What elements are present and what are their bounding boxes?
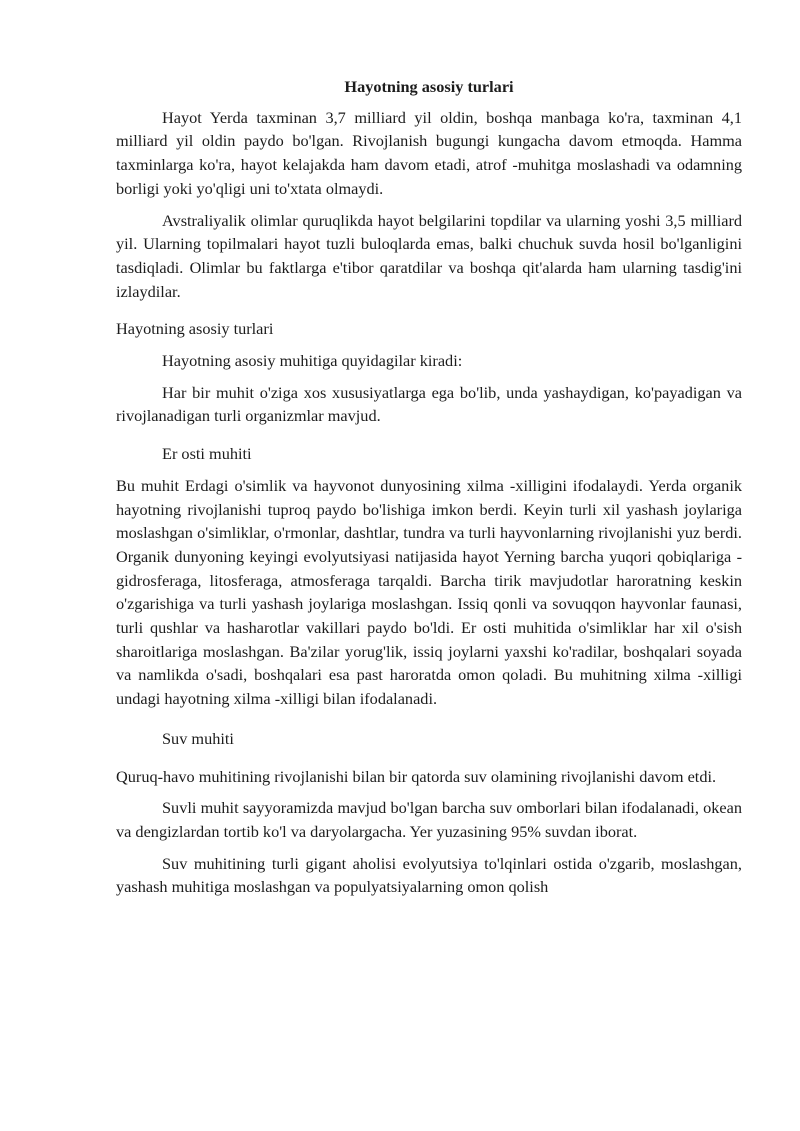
paragraph-water-reservoirs: Suvli muhit sayyoramizda mavjud bo'lgan barcha suv omborlari bilan ifodalanadi, okean va dengizlardan tortib ko'l va daryolargacha. Yer yuzasining 95% suvdan iborat. [116,798,742,841]
section-heading-water: Suv muhiti [162,728,234,748]
page-title: Hayotning asosiy turlari [344,77,514,96]
paragraph-life-origin: Hayot Yerda taxminan 3,7 milliard yil oldin, boshqa manbaga ko'ra, taxminan 4,1 milliard yil oldin paydo bo'lgan. Rivojlanish bugungi kungacha davom etmoqda. Hamma taxminlarga ko'ra, hayot kelajakda ham davom etadi, atrof -muhitga moslashadi va odamning borligi yoki yo'qligi uni to'xtata olmaydi. [116,107,742,198]
section-heading-underground: Er osti muhiti [162,444,252,464]
section-heading-main-types: Hayotning asosiy turlari [116,319,274,339]
paragraph-water-development: Quruq-havo muhitining rivojlanishi bilan bir qatorda suv olamining rivojlanishi davom etdi. [116,766,717,786]
paragraph-water-inhabitants: Suv muhitining turli gigant aholisi evolyutsiya to'lqinlari ostida o'zgarib, moslashgan, yashash muhitiga moslashgan va populyatsiyalarning omon qolish [116,853,742,897]
paragraph-underground-environment: Bu muhit Erdagi o'simlik va hayvonot dunyosining xilma -xilligini ifodalaydi. Yerda organik hayotning rivojlanishi tuproq paydo bo'lishiga imkon berdi. Keyin turli xil yashash joylariga moslashgan o'simliklar, o'rmonlar, dashtlar, tundra va turli hayvonlarning rivojlanishi yuz berdi. Organik dunyoning keyingi evolyutsiyasi natijasida hayot Yerning barcha yuqori qobiqlariga - gidrosferaga, litosferaga, atmosferaga tarqaldi. Barcha tirik mavjudotlar haroratning keskin o'zgarishiga va turli yashash joylariga moslashgan. Issiq qonli va sovuqqon hayvonlar faunasi, turli qushlar va hasharotlar vakillari paydo bo'ldi. Er osti muhitida o'simliklar har xil o'sish sharoitlariga moslashgan. Ba'zilar yorug'lik, issiq joylarni yaxshi ko'radilar, boshqalari soyada va namlikda o'sadi, boshqalari esa past haroratda omon qoladi. Bu muhitning xilma -xilligi undagi hayotning xilma -xilligi bilan ifodalanadi. [116,475,742,709]
paragraph-australian-scientists: Avstraliyalik olimlar quruqlikda hayot belgilarini topdilar va ularning yoshi 3,5 milliard yil. Ularning topilmalari hayot tuzli buloqlarda emas, balki chuchuk suvda hosil bo'lganligini tasdiqladi. Olimlar bu faktlarga e'tibor qaratdilar va boshqa qit'alarda ham ularning tasdig'ini izlaydilar. [116,210,742,301]
paragraph-each-environment: Har bir muhit o'ziga xos xususiyatlarga ega bo'lib, unda yashaydigan, ko'payadigan va rivojlanadigan turli organizmlar mavjud. [116,382,742,426]
paragraph-main-environments: Hayotning asosiy muhitiga quyidagilar kiradi: [162,351,463,371]
